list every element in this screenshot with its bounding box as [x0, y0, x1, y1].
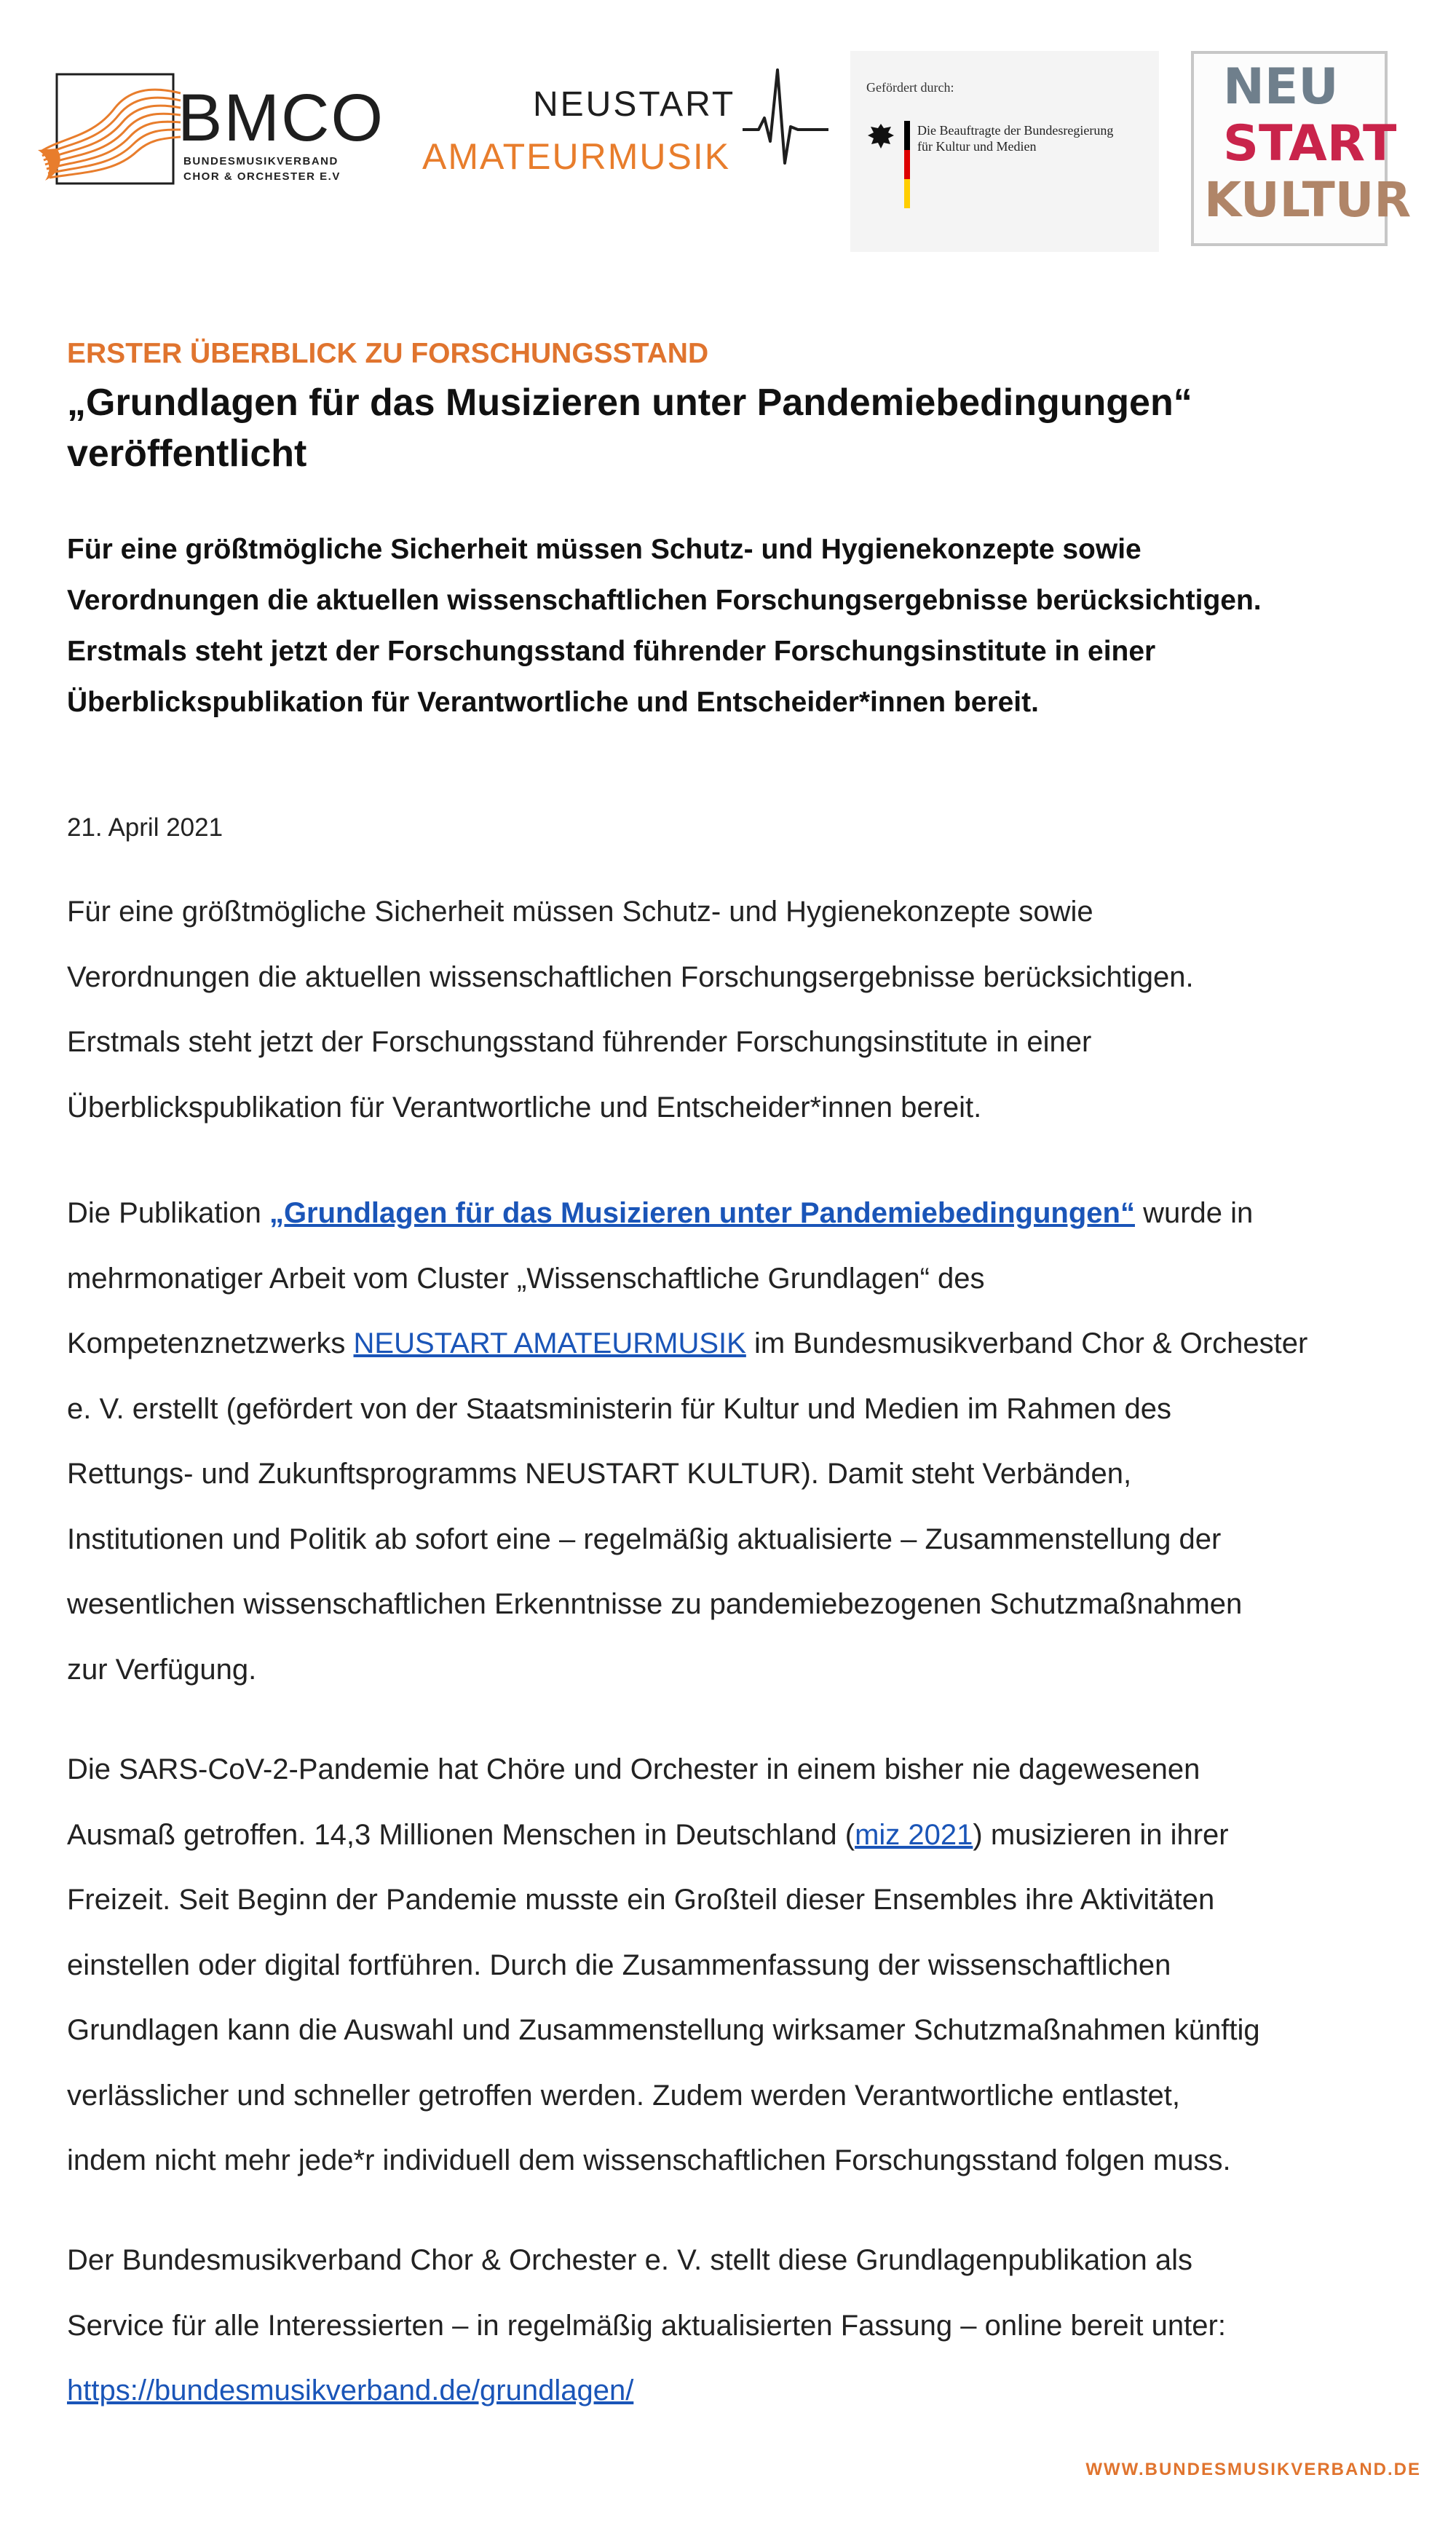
lead-line: Für eine größtmögliche Sicherheit müssen Schutz- und Hygienekonzepte sowie — [67, 534, 1142, 565]
article-title — [67, 377, 1392, 479]
funding-label: Gefördert durch: — [866, 80, 954, 95]
miz-link[interactable]: miz 2021 — [855, 1818, 973, 1851]
grundlagen-url-link[interactable]: https://bundesmusikverband.de/grundlagen/ — [67, 2374, 634, 2406]
paragraph-line: Die SARS-CoV-2-Pandemie hat Chöre und Orchester in einem bisher nie dagewesenen — [67, 1753, 1200, 1785]
logo-bar — [0, 0, 1456, 277]
paragraph-line: Der Bundesmusikverband Chor & Orchester e. V. stellt diese Grundlagenpublikation als — [67, 2244, 1193, 2276]
kultur-word: KULTUR — [1204, 172, 1412, 228]
paragraph-4 — [67, 2228, 1428, 2424]
amateurmusik-label: AMATEURMUSIK — [422, 136, 731, 177]
heartbeat-line-icon — [743, 67, 830, 169]
paragraph-line: indem nicht mehr jede*r individuell dem wissenschaftlichen Forschungsstand folgen muss. — [67, 2144, 1231, 2176]
paragraph-line: e. V. erstellt (gefördert von der Staatsministerin für Kultur und Medien im Rahmen des — [67, 1392, 1172, 1425]
paragraph-line: Grundlagen kann die Auswahl und Zusammenstellung wirksamer Schutzmaßnahmen künftig — [67, 2014, 1260, 2046]
funding-name-2: für Kultur und Medien — [917, 139, 1037, 154]
federal-eagle-icon — [866, 121, 895, 150]
paragraph-3 — [67, 1737, 1428, 2194]
funding-name-1: Die Beauftragte der Bundesregierung — [917, 123, 1114, 138]
paragraph-line: Die Publikation „Grundlagen für das Musizieren unter Pandemiebedingungen“ wurde in — [67, 1197, 1254, 1229]
bmco-logo — [35, 64, 384, 188]
article-lead — [67, 524, 1421, 728]
publication-link[interactable]: „Grundlagen für das Musizieren unter Pandemiebedingungen“ — [269, 1197, 1135, 1229]
paragraph-line: Ausmaß getroffen. 14,3 Millionen Menschen in Deutschland (miz 2021) musizieren in ihrer — [67, 1818, 1229, 1851]
neustart-kultur-logo — [1191, 51, 1412, 246]
title-line: „Grundlagen für das Musizieren unter Pandemiebedingungen“ — [67, 382, 1192, 424]
article-kicker: ERSTER ÜBERBLICK ZU FORSCHUNGSSTAND — [67, 338, 709, 369]
start-word: START — [1223, 115, 1397, 173]
neustart-label: NEUSTART — [533, 85, 736, 124]
paragraph-line: wesentlichen wissenschaftlichen Erkenntnisse zu pandemiebezogenen Schutzmaßnahmen — [67, 1588, 1243, 1620]
paragraph-2 — [67, 1181, 1428, 1702]
lead-line: Überblickspublikation für Verantwortliche und Entscheider*innen bereit. — [67, 687, 1039, 718]
paragraph-line: Erstmals steht jetzt der Forschungsstand führender Forschungsinstitute in einer — [67, 1026, 1092, 1058]
paragraph-line: Service für alle Interessierten – in regelmäßig aktualisierten Fassung – online bereit unter: — [67, 2309, 1226, 2342]
paragraph-line: Überblickspublikation für Verantwortliche und Entscheider*innen bereit. — [67, 1091, 982, 1124]
paragraph-line: zur Verfügung. — [67, 1653, 257, 1686]
article-date: 21. April 2021 — [67, 813, 223, 842]
paragraph-line: Freizeit. Seit Beginn der Pandemie musste ein Großteil dieser Ensembles ihre Aktivitäten — [67, 1884, 1215, 1916]
neustart-amateurmusik-link[interactable]: NEUSTART AMATEURMUSIK — [353, 1327, 746, 1359]
title-line: veröffentlicht — [67, 433, 307, 475]
wave-horn-icon — [35, 64, 195, 188]
bmco-subtitle-1: BUNDESMUSIKVERBAND — [183, 155, 339, 167]
lead-line: Verordnungen die aktuellen wissenschaftlichen Forschungsergebnisse berücksichtigen. — [67, 585, 1262, 616]
paragraph-line: Verordnungen die aktuellen wissenschaftlichen Forschungsergebnisse berücksichtigen. — [67, 960, 1194, 993]
paragraph-line: Kompetenznetzwerks NEUSTART AMATEURMUSIK im Bundesmusikverband Chor & Orchester — [67, 1327, 1308, 1359]
paragraph-line: verlässlicher und schneller getroffen werden. Zudem werden Verantwortliche entlastet, — [67, 2079, 1180, 2112]
funding-block — [850, 51, 1159, 252]
paragraph-line: Für eine größtmögliche Sicherheit müssen Schutz- und Hygienekonzepte sowie — [67, 896, 1093, 928]
paragraph-line: Institutionen und Politik ab sofort eine – regelmäßig aktualisierte – Zusammenstellung der — [67, 1523, 1222, 1555]
neustart-amateurmusik-logo — [422, 67, 830, 183]
neu-word: NEU — [1223, 58, 1339, 116]
paragraph-1 — [67, 880, 1428, 1140]
german-flag-bar — [904, 121, 910, 208]
paragraph-line: mehrmonatiger Arbeit vom Cluster „Wissenschaftliche Grundlagen“ des — [67, 1262, 985, 1295]
paragraph-line — [67, 2358, 1428, 2424]
paragraph-line: Rettungs- und Zukunftsprogramms NEUSTART KULTUR). Damit steht Verbänden, — [67, 1458, 1132, 1490]
bmco-subtitle-2: CHOR & ORCHESTER E.V — [183, 170, 341, 183]
bmco-title: BMCO — [178, 81, 384, 155]
lead-line: Erstmals steht jetzt der Forschungsstand führender Forschungsinstitute in einer — [67, 636, 1156, 667]
paragraph-line: einstellen oder digital fortführen. Durch die Zusammenfassung der wissenschaftlichen — [67, 1948, 1171, 1981]
footer-website[interactable]: WWW.BUNDESMUSIKVERBAND.DE — [1085, 2460, 1421, 2479]
